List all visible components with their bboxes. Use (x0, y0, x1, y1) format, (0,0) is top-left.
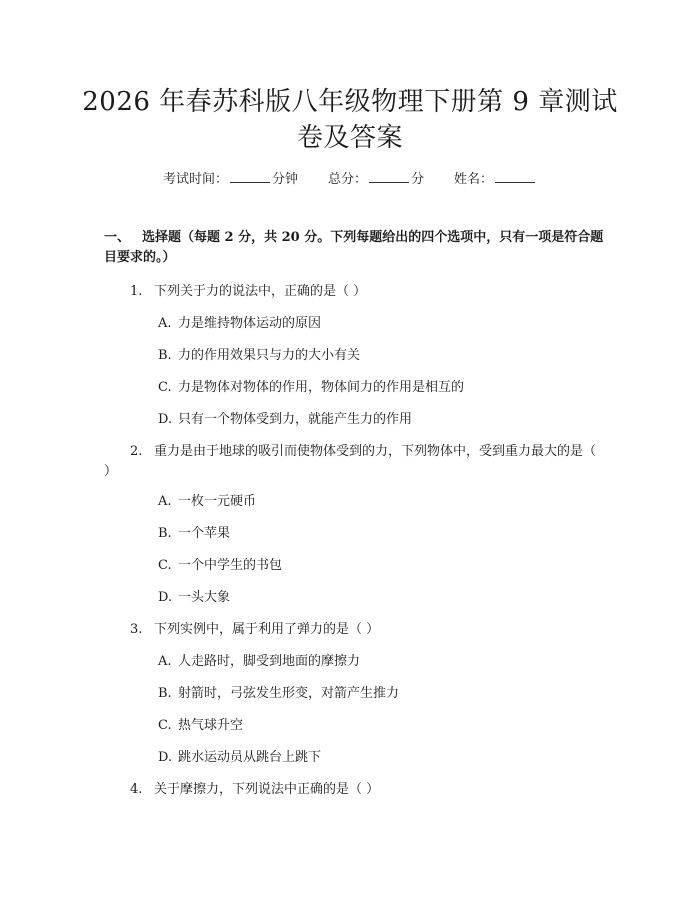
student-name-field (454, 170, 537, 189)
question-3 (104, 620, 604, 640)
question-2-option-a (158, 492, 256, 512)
total-score-label: 总分： (327, 172, 367, 187)
exam-time-label: 考试时间： (162, 172, 228, 187)
option-text: 一头大象 (178, 590, 231, 605)
question-text: 重力是由于地球的吸引而使物体受到的力，下列物体中，受到重力最大的是（ ） (104, 444, 597, 479)
section-number: 一、 (104, 230, 131, 245)
section-heading-text: 选择题（每题 2 分，共 20 分。下列每题给出的四个选项中，只有一项是符合题目要求的。） (104, 230, 604, 265)
question-1 (104, 282, 604, 302)
title-line-2: 卷及答案 (296, 123, 403, 153)
exam-time-blank (230, 170, 270, 183)
title-line-1: 2026 年春苏科版八年级物理下册第 9 章测试 (82, 87, 618, 117)
option-text: 热气球升空 (178, 718, 244, 733)
option-text: 力是维持物体运动的原因 (178, 316, 322, 331)
option-letter: C. (158, 380, 172, 395)
question-3-option-c (158, 716, 243, 736)
question-1-option-d (158, 410, 412, 430)
option-letter: D. (158, 412, 173, 427)
question-number: 4. (130, 782, 143, 797)
question-text: 关于摩擦力，下列说法中正确的是（ ） (154, 782, 380, 797)
option-letter: C. (158, 558, 172, 573)
question-2-option-d (158, 588, 230, 608)
question-number: 2. (130, 444, 143, 459)
option-text: 人走路时，脚受到地面的摩擦力 (178, 654, 361, 669)
question-3-option-b (158, 684, 399, 704)
student-name-blank (495, 170, 535, 183)
option-text: 一个苹果 (178, 526, 231, 541)
option-text: 射箭时，弓弦发生形变，对箭产生推力 (178, 686, 400, 701)
option-letter: D. (158, 750, 173, 765)
section-heading-multiple-choice (104, 228, 604, 268)
option-text: 力是物体对物体的作用，物体间力的作用是相互的 (178, 380, 465, 395)
exam-time-unit: 分钟 (271, 172, 298, 187)
question-text: 下列关于力的说法中，正确的是（ ） (154, 284, 367, 299)
option-letter: B. (158, 686, 172, 701)
exam-meta-row (0, 170, 700, 189)
option-text: 一枚一元硬币 (178, 494, 257, 509)
option-text: 一个中学生的书包 (178, 558, 283, 573)
question-2-option-b (158, 524, 230, 544)
option-text: 力的作用效果只与力的大小有关 (178, 348, 361, 363)
question-number: 1. (130, 284, 143, 299)
option-letter: B. (158, 348, 172, 363)
question-4 (104, 780, 604, 800)
question-3-option-d (158, 748, 321, 768)
student-name-label: 姓名： (454, 172, 494, 187)
question-1-option-b (158, 346, 360, 366)
option-letter: A. (158, 654, 172, 669)
total-score-unit: 分 (411, 172, 425, 187)
option-letter: C. (158, 718, 172, 733)
option-letter: B. (158, 526, 172, 541)
question-3-option-a (158, 652, 360, 672)
question-2-option-c (158, 556, 282, 576)
option-letter: A. (158, 494, 172, 509)
option-letter: D. (158, 590, 173, 605)
question-number: 3. (130, 622, 143, 637)
question-1-option-c (158, 378, 464, 398)
total-score-field (328, 170, 424, 189)
question-text: 下列实例中，属于利用了弹力的是（ ） (154, 622, 380, 637)
question-2 (104, 442, 604, 482)
question-1-option-a (158, 314, 321, 334)
option-text: 跳水运动员从跳台上跳下 (178, 750, 322, 765)
exam-time-field (163, 170, 298, 189)
option-letter: A. (158, 316, 172, 331)
total-score-blank (369, 170, 409, 183)
option-text: 只有一个物体受到力，就能产生力的作用 (178, 412, 413, 427)
page-title (60, 84, 640, 156)
